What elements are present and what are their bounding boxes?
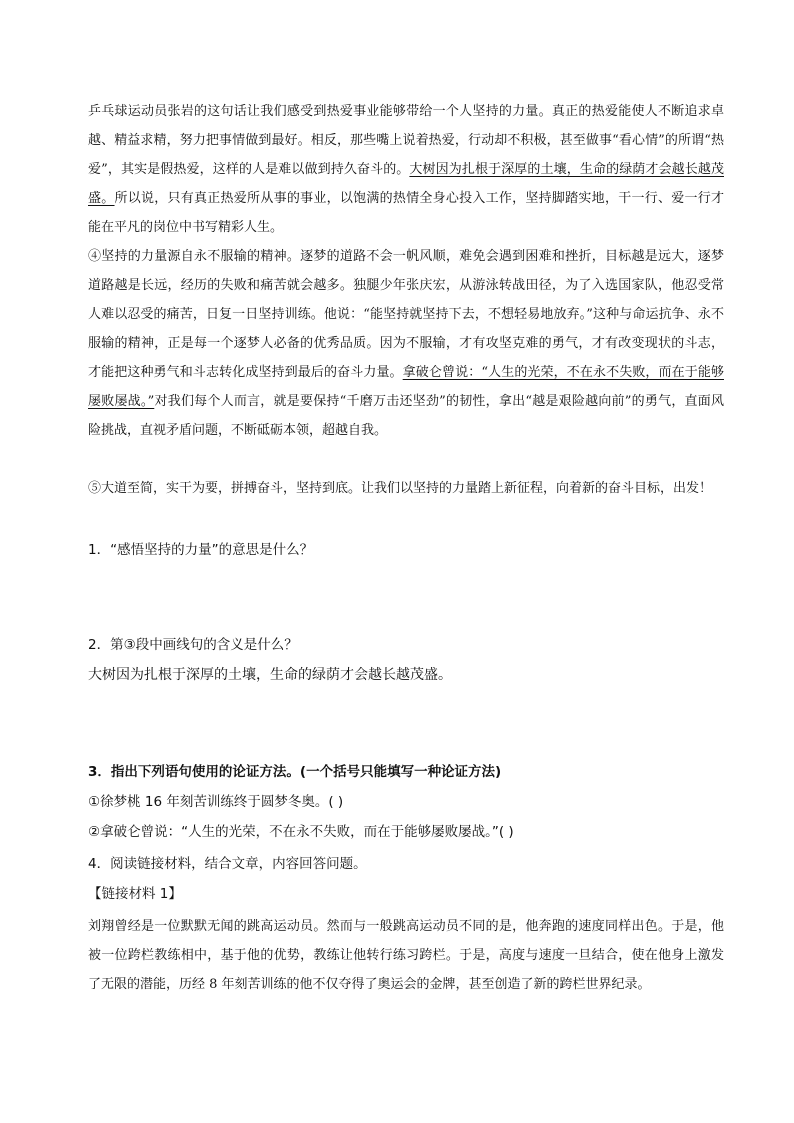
question-1: 1．“感悟坚持的力量”的意思是什么？ — [88, 542, 314, 558]
question-3: 3．指出下列语句使用的论证方法。(一个括号只能填写一种论证方法) — [88, 764, 502, 780]
question-3-item-1: ①徐梦桃 16 年刻苦训练终于圆梦冬奥。( ) — [88, 794, 344, 810]
question-3-item-2: ②拿破仑曾说：“人生的光荣，不在永不失败，而在于能够屡败屡战。”( ) — [88, 824, 514, 840]
underlined-sentence-napoleon: 拿破仑曾说：“人生的光荣，不在永不失败，而在于能够屡败屡战。” — [88, 365, 724, 409]
article-paragraph-3 — [88, 97, 724, 242]
underlined-sentence-tree: 大树因为扎根于深厚的土壤，生命的绿荫才会越长越茂盛。 — [88, 162, 724, 206]
material-heading: 【链接材料 1】 — [88, 886, 182, 902]
paragraph-3-text-end: 所以说，只有真正热爱所从事的事业，以饱满的热情全身心投入工作，坚持脚踏实地，干一行、爱一行才能在平凡的岗位中书写精彩人生。 — [88, 191, 724, 235]
question-4: 4．阅读链接材料，结合文章，内容回答问题。 — [88, 856, 367, 872]
paragraph-3-text: 乒乓球运动员张岩的这句话让我们感受到热爱事业能够带给一个人坚持的力量。真正的热爱能使人不断追求卓越、精益求精，努力把事情做到最好。相反，那些嘴上说着热爱，行动却不积极，甚至做事“看心情”的所谓“热爱”，其实是假热爱，这样的人是难以做到持久奋斗的。 — [88, 104, 724, 177]
paragraph-4-text-end: 对我们每个人而言，就是要保持“千磨万击还坚劲”的韧性，拿出“越是艰险越向前”的勇气，直面风险挑战，直视矛盾问题，不断砥砺本领，超越自我。 — [88, 394, 724, 438]
question-2: 2．第③段中画线句的含义是什么？ — [88, 637, 298, 653]
material-text: 刘翔曾经是一位默默无闻的跳高运动员。然而与一般跳高运动员不同的是，他奔跑的速度同样出色。于是，他被一位跨栏教练相中，基于他的优势，教练让他转行练习跨栏。于是，高度与速度一旦结合，使在他身上激发了无限的潜能，历经 8 年刻苦训练的他不仅夺得了奥运会的金牌，甚至创造了新的跨栏世界纪录。 — [88, 919, 724, 992]
paragraph-4-text: ④坚持的力量源自永不服输的精神。逐梦的道路不会一帆风顺，难免会遇到困难和挫折，目标越是远大，逐梦道路越是长远，经历的失败和痛苦就会越多。独腿少年张庆宏，从游泳转战田径，为了入选国家队，他忍受常人难以忍受的痛苦，日复一日坚持训练。他说：“能坚持就坚持下去，不想轻易地放弃。”这种与命运抗争、永不服输的精神，正是每一个逐梦人必备的优秀品质。因为不服输，才有攻坚克难的勇气，才有改变现状的斗志，才能把这种勇气和斗志转化成坚持到最后的奋斗力量。 — [88, 249, 724, 380]
question-2-answer: 大树因为扎根于深厚的土壤，生命的绿荫才会越长越茂盛。 — [88, 667, 452, 683]
article-paragraph-5: ⑤大道至简，实干为要，拼搏奋斗，坚持到底。让我们以坚持的力量踏上新征程，向着新的奋斗目标，出发！ — [88, 481, 713, 496]
article-paragraph-4 — [88, 242, 724, 445]
